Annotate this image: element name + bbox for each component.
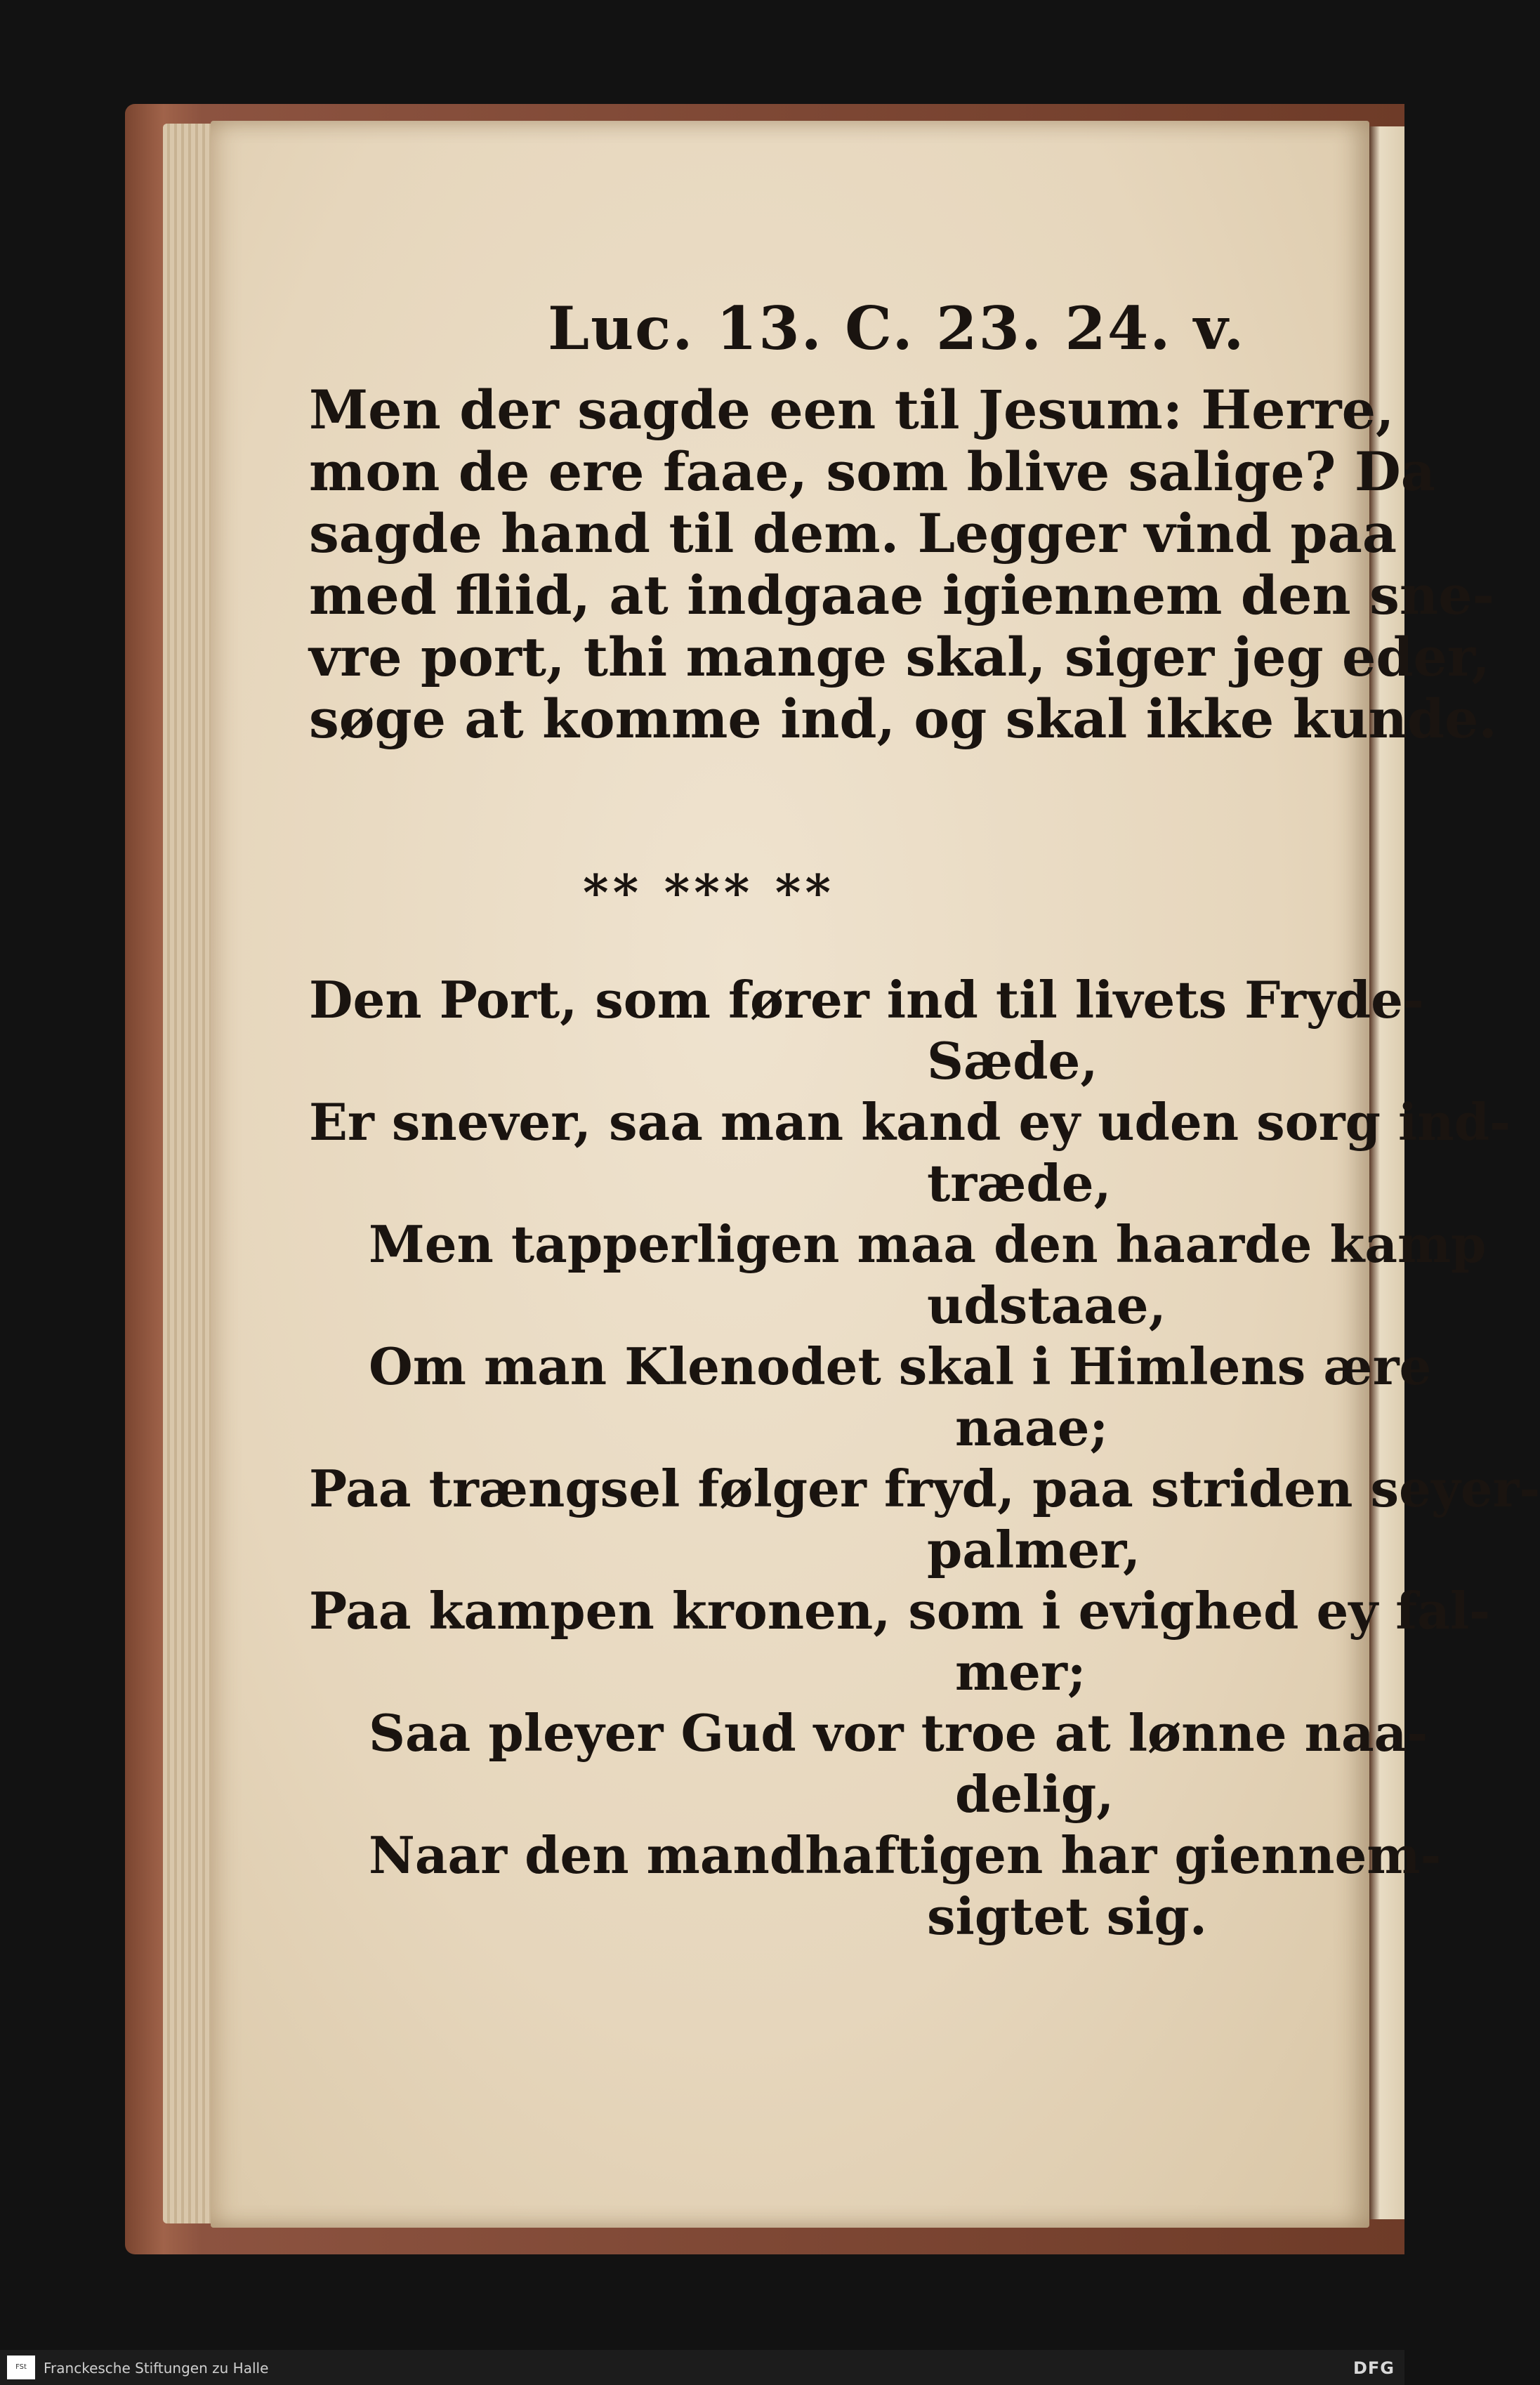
- poem-line: Naar den mandhaftigen har giennem-: [369, 1825, 1442, 1885]
- poem-line-continuation: mer;: [955, 1642, 1086, 1702]
- verse-line: søge at komme ind, og skal ikke kunde.: [309, 688, 1497, 750]
- poem-line-continuation: naae;: [955, 1398, 1109, 1457]
- scripture-reference: Luc. 13. C. 23. 24. v.: [548, 294, 1246, 363]
- institution-logo: FSt: [7, 2356, 35, 2379]
- verse-line: med fliid, at indgaae igiennem den sne-: [309, 564, 1495, 626]
- scripture-verse: [309, 379, 1497, 750]
- verse-line: sagde hand til dem. Legger vind paa: [309, 502, 1397, 565]
- poem: [309, 969, 1540, 1947]
- poem-line-continuation: Sæde,: [927, 1031, 1098, 1091]
- poem-line-continuation: delig,: [955, 1764, 1114, 1824]
- verse-line: vre port, thi mange skal, siger jeg eder,: [309, 626, 1490, 688]
- poem-line: Men tapperligen maa den haarde kamp: [369, 1214, 1487, 1274]
- poem-line-continuation: palmer,: [927, 1520, 1141, 1579]
- verse-line: Men der sagde een til Jesum: Herre,: [309, 379, 1395, 441]
- poem-line-continuation: udstaae,: [927, 1275, 1166, 1335]
- poem-line: Den Port, som fører ind til livets Fryde-: [309, 970, 1424, 1030]
- poem-line: Paa kampen kronen, som i evighed ey fal-: [309, 1581, 1491, 1641]
- poem-line-continuation: sigtet sig.: [927, 1886, 1207, 1946]
- verse-line: mon de ere faae, som blive salige? Da: [309, 440, 1436, 503]
- poem-line: Paa trængsel følger fryd, paa striden seyer-: [309, 1459, 1540, 1518]
- asterism-ornament: ⁎⁎ ⁎⁎⁎ ⁎⁎: [583, 850, 835, 908]
- poem-line: Om man Klenodet skal i Himlens ære: [369, 1336, 1432, 1396]
- poem-line: Saa pleyer Gud vor troe at lønne naa-: [369, 1703, 1428, 1763]
- poem-line-continuation: træde,: [927, 1153, 1112, 1213]
- footer-bar: [0, 2350, 1404, 2385]
- dfg-logo: DFG: [1353, 2358, 1395, 2378]
- poem-line: Er snever, saa man kand ey uden sorg ind-: [309, 1092, 1511, 1152]
- institution-name: Franckesche Stiftungen zu Halle: [44, 2360, 269, 2377]
